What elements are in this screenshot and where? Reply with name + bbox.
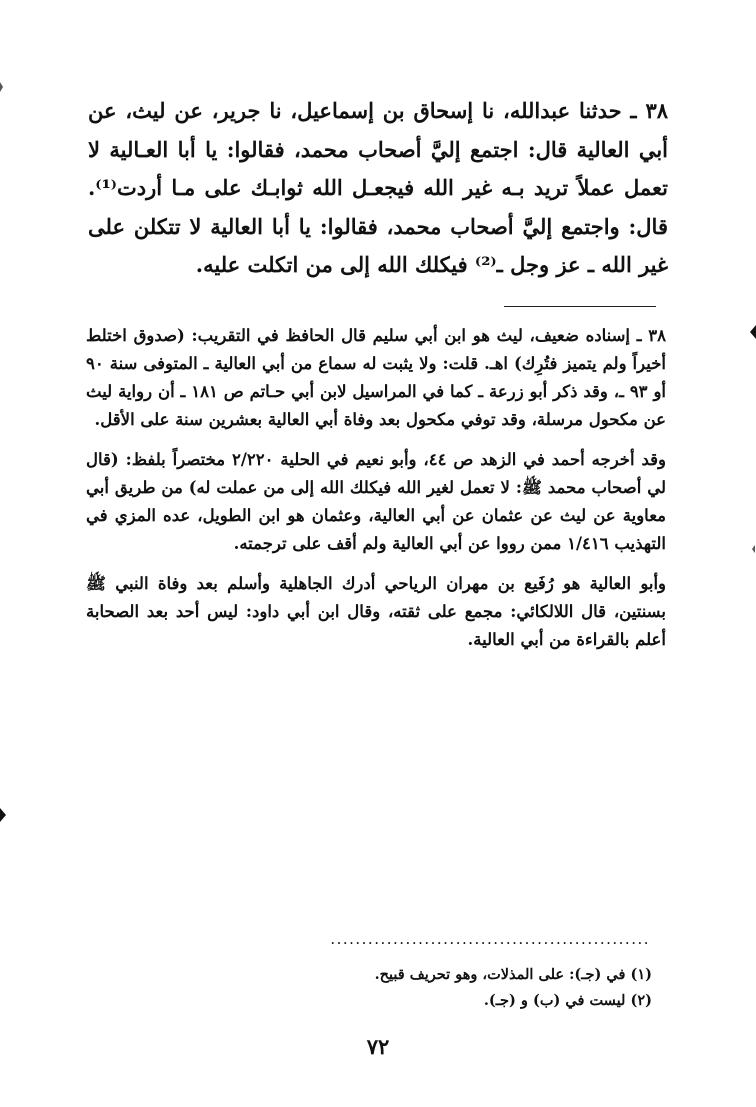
footnotes	[92, 962, 652, 1014]
scan-edge-mark	[0, 82, 3, 92]
dotted-separator: ...................................................	[330, 930, 650, 948]
page-number: ٧٢	[366, 1034, 390, 1059]
commentary-paragraph-2: وقد أخرجه أحمد في الزهد ص ٤٤، وأبو نعيم في الحلية ٢/٢٢٠ مختصراً بلفظ: (قال لي أصحاب محمد ﷺ: لا تعمل لغير الله فيكلك الله إلى من عملت له) من طريق أبي معاوية عن ليث عن عثمان عن أبي العالية، وعثمان هو ابن الطويل، عده المزي في التهذيب ١/٤١٦ ممن رووا عن أبي العالية ولم أقف على ترجمته.	[86, 450, 667, 553]
scan-edge-mark	[750, 325, 756, 339]
commentary-paragraph-3: وأبو العالية هو رُفَيع بن مهران الرياحي أدرك الجاهلية وأسلم بعد وفاة النبي ﷺ بسنتين، قال اللالكائي: مجمع على ثقته، وقال ابن أبي داود: ليس أحد بعد الصحابة أعلم بالقراءة من أبي العالية.	[86, 574, 666, 649]
commentary	[86, 322, 666, 666]
footnote-1: (١) في (جـ): على المذلات، وهو تحريف قبيح.	[374, 966, 652, 983]
footnote-separator	[504, 306, 656, 307]
scan-edge-mark	[0, 808, 6, 822]
scan-edge-mark	[752, 545, 755, 553]
hadith-paragraph: ٣٨ ـ حدثنا عبدالله، نا إسحاق بن إسماعيل، نا جرير، عن ليث، عن أبي العالية قال: اجتمع إليَّ أصحاب محمد، فقالوا: يا أبا العـالية لا تعمل عملاً تريد بـه غير الله فيجعـل الله ثوابـك على مـا أردت⁽¹⁾. قال: واجتمع إليَّ أصحاب محمد، فقالوا: يا أبا العالية لا تتكلن على غير الله ـ عز وجل ـ⁽²⁾ فيكلك الله إلى من اتكلت عليه.	[88, 98, 668, 277]
footnote-2: (٢) ليست في (ب) و (جـ).	[483, 992, 652, 1009]
hadith-text	[88, 92, 668, 285]
commentary-paragraph-1: ٣٨ ـ إسناده ضعيف، ليث هو ابن أبي سليم قال الحافظ في التقريب: (صدوق اختلط أخيراً ولم يتميز فتُرِك) اهـ. قلت: ولا يثبت له سماع من أبي العالية ـ المتوفى سنة ٩٠ أو ٩٣ ـ، وقد ذكر أبو زرعة ـ كما في المراسيل لابن أبي حـاتم ص ١٨١ ـ أن رواية ليث عن مكحول مرسلة، وقد توفي مكحول بعد وفاة أبي العالية بعشرين سنة على الأقل.	[86, 326, 666, 429]
